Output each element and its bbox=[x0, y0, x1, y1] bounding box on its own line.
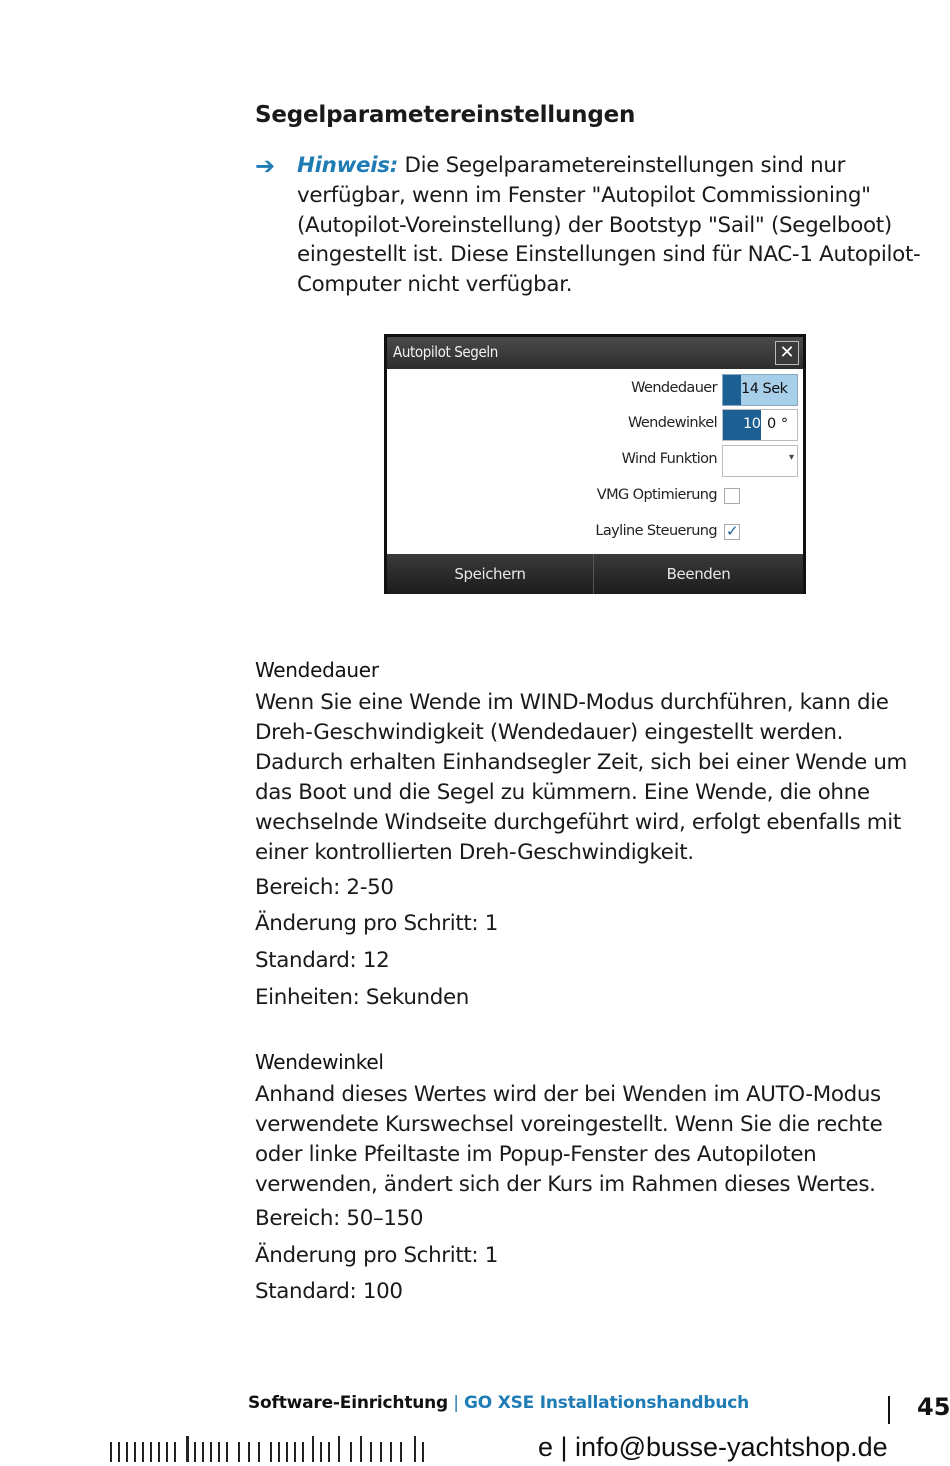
wind-function-label: Wind Funktion bbox=[621, 451, 717, 467]
tack-time-default: Standard: 12 bbox=[255, 948, 390, 973]
section-body-tack-angle: Anhand dieses Wertes wird der bei Wenden im AUTO-Modus verwendete Kurswechsel voreingestellt. Wenn Sie die rechte oder linke Pfeiltaste im Popup-Fenster des Autopiloten verwenden, ändert sich der Kurs im Rahmen dieses Wertes. bbox=[255, 1082, 883, 1197]
vmg-label: VMG Optimierung bbox=[596, 487, 717, 503]
tack-time-label: Wendedauer bbox=[631, 380, 717, 396]
dialog-footer bbox=[387, 554, 803, 594]
page-footer bbox=[248, 1393, 749, 1413]
footer-separator: | bbox=[448, 1393, 464, 1413]
dialog-title: Autopilot Segeln bbox=[393, 343, 498, 361]
footer-book-title: GO XSE Installationshandbuch bbox=[463, 1393, 749, 1413]
note-text bbox=[297, 151, 929, 300]
tack-time-field[interactable] bbox=[722, 374, 798, 406]
autopilot-sail-dialog bbox=[384, 334, 806, 594]
tack-time-units: Einheiten: Sekunden bbox=[255, 985, 470, 1010]
dropdown-arrow-icon: ▾ bbox=[788, 452, 794, 463]
save-button[interactable]: Speichern bbox=[387, 554, 594, 594]
section-title-tack-time: Wendedauer bbox=[255, 658, 379, 682]
wind-function-select[interactable] bbox=[722, 445, 798, 477]
tack-angle-step: Änderung pro Schritt: 1 bbox=[255, 1243, 498, 1268]
note-body: Die Segelparametereinstellungen sind nur verfügbar, wenn im Fenster "Autopilot Commissioning" (Autopilot-Voreinstellung) der Bootstyp "Sail" (Segelboot) eingestellt ist. Diese Einstellungen sind für NAC-1 Autopilot-Computer nicht verfügbar. bbox=[297, 153, 921, 298]
tack-time-value: 14 Sek bbox=[741, 381, 788, 397]
tack-angle-value-b: 0 ° bbox=[767, 416, 789, 432]
tack-angle-default: Standard: 100 bbox=[255, 1279, 403, 1304]
footer-section: Software-Einrichtung bbox=[248, 1393, 449, 1413]
page-number: 45 bbox=[917, 1393, 950, 1421]
layline-checkbox[interactable] bbox=[724, 524, 740, 540]
barcode-graphic bbox=[108, 1436, 428, 1462]
tack-angle-value-a: 10 bbox=[743, 416, 761, 432]
page-heading: Segelparametereinstellungen bbox=[255, 102, 636, 128]
shop-contact: e | info@busse-yachtshop.de bbox=[538, 1432, 888, 1462]
tack-angle-label: Wendewinkel bbox=[627, 415, 717, 431]
tack-time-step: Änderung pro Schritt: 1 bbox=[255, 911, 498, 936]
section-body-tack-time: Wenn Sie eine Wende im WIND-Modus durchführen, kann die Dreh-Geschwindigkeit (Wendedauer) eingestellt werden. Dadurch erhalten Einhandsegler Zeit, sich bei einer Wende um das Boot und die Segel zu kümmern. Eine Wende, die ohne wechselnde Windseite durchgeführt wird, erfolgt ebenfalls mit einer kontrollierten Dreh-Geschwindigkeit. bbox=[255, 690, 908, 865]
dialog-titlebar bbox=[387, 337, 803, 369]
layline-label: Layline Steuerung bbox=[595, 523, 717, 539]
close-icon[interactable]: ✕ bbox=[775, 341, 799, 365]
exit-button[interactable]: Beenden bbox=[666, 565, 731, 583]
tack-angle-field[interactable] bbox=[722, 409, 798, 441]
checkmark-icon: ✓ bbox=[726, 522, 739, 540]
section-title-tack-angle: Wendewinkel bbox=[255, 1050, 384, 1074]
note-label: Hinweis: bbox=[297, 153, 398, 178]
shop-strip bbox=[108, 1432, 950, 1466]
page-divider bbox=[888, 1396, 890, 1424]
vmg-checkbox[interactable] bbox=[724, 488, 740, 504]
tack-time-range: Bereich: 2-50 bbox=[255, 875, 394, 900]
arrow-right-icon: ➔ bbox=[255, 152, 276, 180]
tack-angle-range: Bereich: 50–150 bbox=[255, 1206, 424, 1231]
